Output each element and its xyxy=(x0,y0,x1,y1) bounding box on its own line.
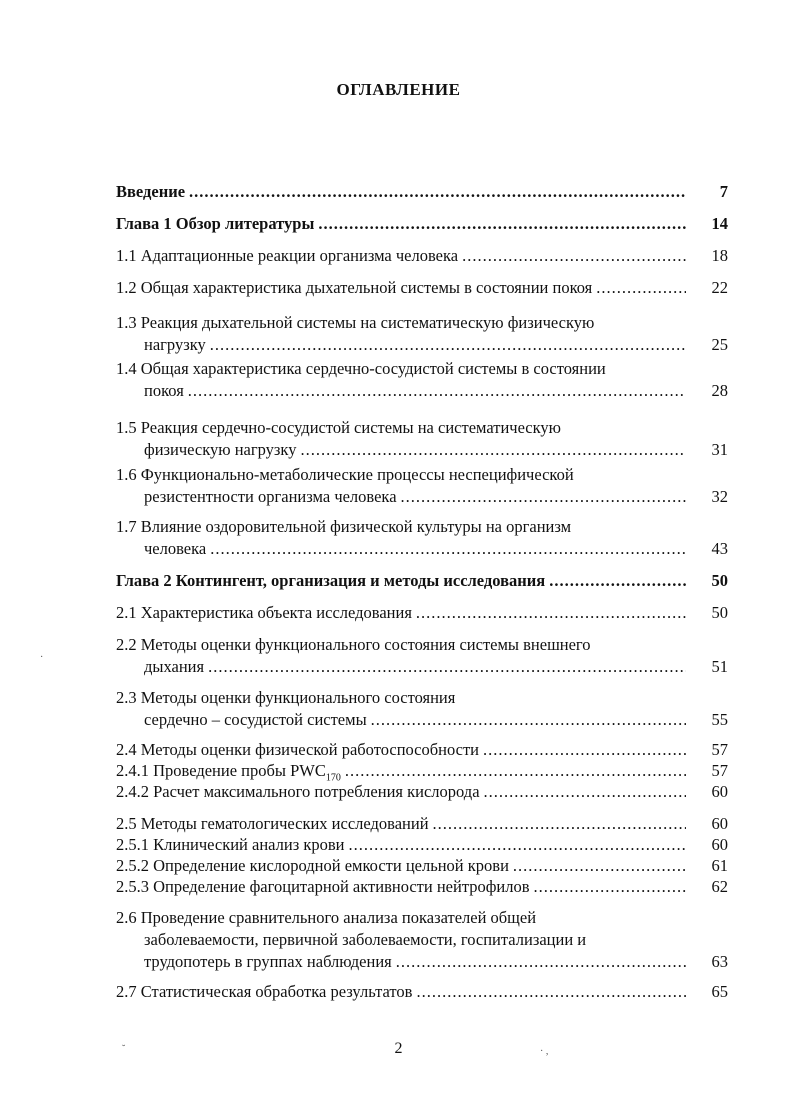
toc-entry-1-5 xyxy=(116,417,728,461)
toc-leader-dots xyxy=(300,439,686,461)
toc-entry-text: трудопотерь в группах наблюдения xyxy=(144,952,392,971)
toc-entry-1-6 xyxy=(116,464,728,508)
toc-entry-2-2 xyxy=(116,634,728,678)
toc-entry-1-2 xyxy=(116,277,728,299)
toc-entry-text: 2.4 Методы оценки физической работоспособности xyxy=(116,740,480,759)
toc-entry-1-1 xyxy=(116,245,728,267)
toc-page-number: 55 xyxy=(711,710,728,729)
toc-entry-2-4-2 xyxy=(116,781,728,803)
toc-leader-dots xyxy=(348,834,686,856)
page-title: ОГЛАВЛЕНИЕ xyxy=(336,80,461,99)
toc-entry-text: 2.3 Методы оценки функционального состояния xyxy=(116,688,456,707)
toc-entry-text: покоя xyxy=(144,381,184,400)
toc-entry-chapter-2 xyxy=(116,570,728,592)
toc-leader-dots xyxy=(416,602,686,624)
toc-page-number: 28 xyxy=(711,381,728,400)
toc-leader-dots xyxy=(462,245,686,267)
toc-entry-2-4 xyxy=(116,739,728,761)
toc-leader-dots xyxy=(433,813,686,835)
toc-entry-text: 2.5 Методы гематологических исследований xyxy=(116,814,429,833)
toc-entry-2-1 xyxy=(116,602,728,624)
toc-page-number: 14 xyxy=(711,214,728,233)
toc-entry-text: 2.5.3 Определение фагоцитарной активности нейтрофилов xyxy=(116,877,530,896)
toc-entry-1-3 xyxy=(116,312,728,356)
toc-entry-2-7 xyxy=(116,981,728,1003)
toc-leader-dots xyxy=(596,277,686,299)
toc-entry-subscript: 170 xyxy=(325,772,341,784)
toc-page-number: 7 xyxy=(719,182,728,201)
toc-entry-text: 1.2 Общая характеристика дыхательной системы в состоянии покоя xyxy=(116,278,593,297)
toc-entry-text: 1.4 Общая характеристика сердечно-сосудистой системы в состоянии xyxy=(116,359,606,378)
toc-page-number: 51 xyxy=(711,657,728,676)
toc-page-number: 60 xyxy=(711,782,728,801)
toc-entry-text: сердечно – сосудистой системы xyxy=(144,710,367,729)
toc-entry-2-5 xyxy=(116,813,728,835)
toc-entry-2-6 xyxy=(116,907,728,973)
toc-entry-text: Глава 1 Обзор литературы xyxy=(116,214,315,233)
toc-entry-text: 1.1 Адаптационные реакции организма человека xyxy=(116,246,459,265)
toc-entry-text: физическую нагрузку xyxy=(144,440,297,459)
toc-entry-text: 2.2 Методы оценки функционального состояния системы внешнего xyxy=(116,635,591,654)
toc-page-number: 57 xyxy=(711,740,728,759)
page-number: 2 xyxy=(394,1040,403,1057)
toc-page-number: 60 xyxy=(711,835,728,854)
toc-entry-2-5-2 xyxy=(116,855,728,877)
toc-leader-dots xyxy=(345,760,686,782)
toc-entry-label: 2.4.1 Проведение пробы PWC xyxy=(116,761,326,780)
toc-entry-text: резистентности организма человека xyxy=(144,487,397,506)
toc-entry-2-5-3 xyxy=(116,876,728,898)
toc-entry-text: 1.5 Реакция сердечно-сосудистой системы на систематическую xyxy=(116,418,561,437)
toc-entry-chapter-1 xyxy=(116,213,728,235)
toc-entry-text: нагрузку xyxy=(144,335,206,354)
toc-entry-text: 2.5.1 Клинический анализ крови xyxy=(116,835,345,854)
toc-leader-dots xyxy=(513,855,686,877)
toc-entry-text: дыхания xyxy=(144,657,205,676)
toc-page-number: 31 xyxy=(711,440,728,459)
toc-entry-text: заболеваемости, первичной заболеваемости, госпитализации и xyxy=(144,930,587,949)
toc-page-number: 61 xyxy=(711,856,728,875)
toc-leader-dots xyxy=(416,981,686,1003)
scan-speck: ˘ xyxy=(122,1044,126,1055)
toc-page-number: 50 xyxy=(711,603,728,622)
toc-entry-text: человека xyxy=(144,539,207,558)
toc-leader-dots xyxy=(483,739,686,761)
toc-entry-text: 2.4.2 Расчет максимального потребления кислорода xyxy=(116,782,480,801)
toc-leader-dots xyxy=(534,876,686,898)
scan-speck: · , xyxy=(540,1046,549,1057)
toc-page-number: 43 xyxy=(711,539,728,558)
toc-entry-text: 1.7 Влияние оздоровительной физической культуры на организм xyxy=(116,517,572,536)
toc-leader-dots xyxy=(208,656,686,678)
toc-page-number: 18 xyxy=(711,246,728,265)
toc-page-number: 62 xyxy=(711,877,728,896)
toc-entry-text: Введение xyxy=(116,182,186,201)
toc-page-number: 32 xyxy=(711,487,728,506)
scan-speck: · xyxy=(40,652,44,663)
toc-page-number: 63 xyxy=(711,952,728,971)
toc-entry-text: 1.3 Реакция дыхательной системы на систематическую физическую xyxy=(116,313,595,332)
toc-leader-dots xyxy=(396,951,686,973)
toc-page-number: 22 xyxy=(711,278,728,297)
toc-leader-dots xyxy=(549,570,686,592)
toc-entry-text: 2.6 Проведение сравнительного анализа показателей общей xyxy=(116,908,537,927)
toc-leader-dots xyxy=(401,486,686,508)
toc-leader-dots xyxy=(484,781,686,803)
toc-entry-1-4 xyxy=(116,358,728,402)
toc-leader-dots xyxy=(371,709,686,731)
toc-entry-1-7 xyxy=(116,516,728,560)
toc-page-number: 65 xyxy=(711,982,728,1001)
toc-entry-introduction xyxy=(116,181,728,203)
toc-page-number: 57 xyxy=(711,761,728,780)
toc-leader-dots xyxy=(318,213,686,235)
toc-entry-text: Глава 2 Контингент, организация и методы исследования xyxy=(116,571,546,590)
toc-entry-2-5-1 xyxy=(116,834,728,856)
toc-entry-text: 2.7 Статистическая обработка результатов xyxy=(116,982,413,1001)
toc-entry-text: 2.1 Характеристика объекта исследования xyxy=(116,603,412,622)
toc-entry-text: 1.6 Функционально-метаболические процессы неспецифической xyxy=(116,465,574,484)
toc-leader-dots xyxy=(188,380,686,402)
toc-entry-2-3 xyxy=(116,687,728,731)
toc-leader-dots xyxy=(210,538,686,560)
toc-leader-dots xyxy=(210,334,686,356)
toc-entry-text: 2.5.2 Определение кислородной емкости цельной крови xyxy=(116,856,509,875)
toc-page-number: 25 xyxy=(711,335,728,354)
toc-page-number: 60 xyxy=(711,814,728,833)
toc-page-number: 50 xyxy=(711,571,728,590)
toc-leader-dots xyxy=(189,181,686,203)
